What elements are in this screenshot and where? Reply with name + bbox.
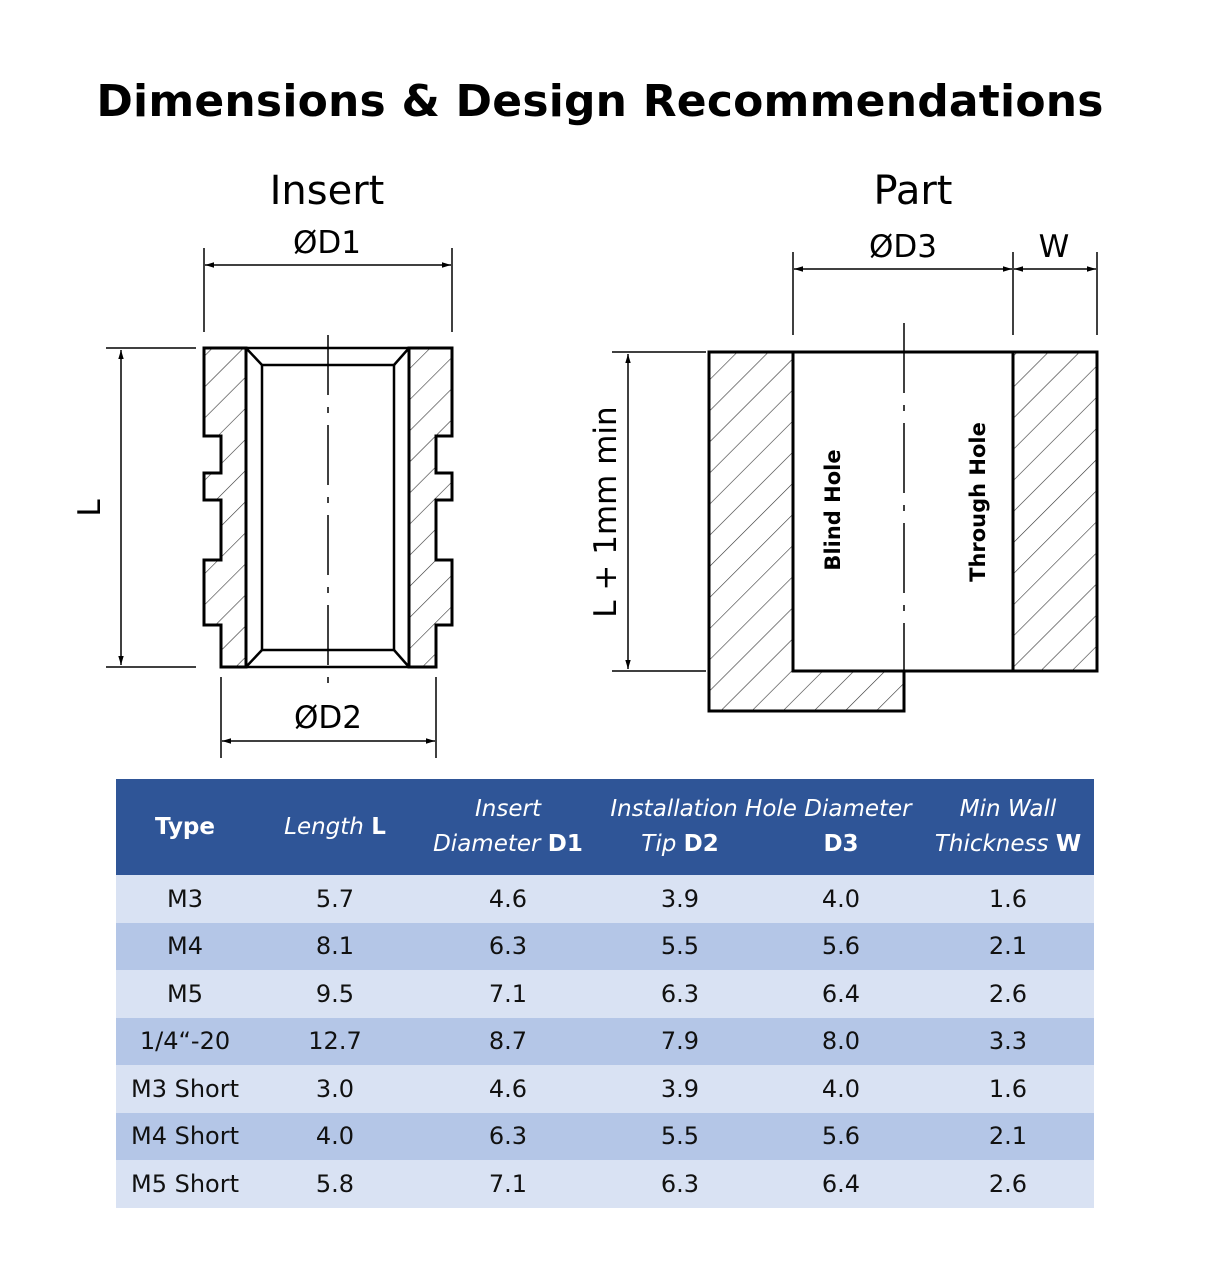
table-row xyxy=(116,970,1094,1018)
cell-type: M5 xyxy=(116,970,254,1018)
cell-w: 2.1 xyxy=(922,1113,1094,1161)
table-row xyxy=(116,1113,1094,1161)
cell-d1: 4.6 xyxy=(416,1065,600,1113)
cell-type: M4 Short xyxy=(116,1113,254,1161)
cell-d1: 8.7 xyxy=(416,1018,600,1066)
header-type: Type xyxy=(116,779,254,875)
cell-d1: 6.3 xyxy=(416,923,600,971)
cell-d3: 6.4 xyxy=(760,1160,922,1208)
cell-w: 3.3 xyxy=(922,1018,1094,1066)
cell-d2: 5.5 xyxy=(600,923,760,971)
page-title: Dimensions & Design Recommendations xyxy=(96,76,1104,127)
part-heading: Part xyxy=(873,168,953,214)
cell-d2: 7.9 xyxy=(600,1018,760,1066)
cell-d3: 8.0 xyxy=(760,1018,922,1066)
header-min-wall: Min Wall Thickness W xyxy=(922,779,1094,875)
cell-type: M3 xyxy=(116,875,254,923)
table-body xyxy=(116,875,1094,1208)
cell-d2: 6.3 xyxy=(600,1160,760,1208)
cell-length: 3.0 xyxy=(254,1065,416,1113)
cell-type: M4 xyxy=(116,923,254,971)
part-material-right xyxy=(1013,352,1097,671)
table-row xyxy=(116,923,1094,971)
insert-right-wall xyxy=(409,348,452,667)
cell-d3: 6.4 xyxy=(760,970,922,1018)
cell-d1: 7.1 xyxy=(416,970,600,1018)
part-drawing xyxy=(588,168,1097,711)
blind-hole-label: Blind Hole xyxy=(821,449,845,571)
table-row xyxy=(116,1018,1094,1066)
cell-length: 5.7 xyxy=(254,875,416,923)
cell-d3: 5.6 xyxy=(760,923,922,971)
cell-d3: 4.0 xyxy=(760,875,922,923)
cell-d1: 6.3 xyxy=(416,1113,600,1161)
cell-length: 12.7 xyxy=(254,1018,416,1066)
table-row xyxy=(116,1065,1094,1113)
through-hole-label: Through Hole xyxy=(966,422,990,582)
cell-d2: 6.3 xyxy=(600,970,760,1018)
cell-d3: 4.0 xyxy=(760,1065,922,1113)
cell-d2: 5.5 xyxy=(600,1113,760,1161)
d3-label: ØD3 xyxy=(869,229,937,265)
insert-left-wall xyxy=(204,348,246,667)
cell-d2: 3.9 xyxy=(600,875,760,923)
part-material-left xyxy=(709,352,904,711)
cell-length: 5.8 xyxy=(254,1160,416,1208)
table-row xyxy=(116,1160,1094,1208)
header-length: Length L xyxy=(254,779,416,875)
header-installation-hole: Installation Hole Diameter Tip D2 D3 xyxy=(600,779,922,875)
cell-d3: 5.6 xyxy=(760,1113,922,1161)
cell-w: 2.6 xyxy=(922,1160,1094,1208)
cell-type: M5 Short xyxy=(116,1160,254,1208)
cell-w: 1.6 xyxy=(922,1065,1094,1113)
table-row xyxy=(116,875,1094,923)
cell-w: 2.6 xyxy=(922,970,1094,1018)
d2-label: ØD2 xyxy=(294,700,362,736)
insert-heading: Insert xyxy=(269,168,385,214)
insert-drawing xyxy=(72,168,452,758)
cell-length: 4.0 xyxy=(254,1113,416,1161)
cell-w: 2.1 xyxy=(922,923,1094,971)
cell-w: 1.6 xyxy=(922,875,1094,923)
cell-d1: 4.6 xyxy=(416,875,600,923)
cell-type: M3 Short xyxy=(116,1065,254,1113)
cell-d1: 7.1 xyxy=(416,1160,600,1208)
cell-length: 8.1 xyxy=(254,923,416,971)
dimensions-table xyxy=(116,779,1094,1208)
length-label: L xyxy=(72,499,108,517)
w-label: W xyxy=(1038,229,1070,265)
cell-d2: 3.9 xyxy=(600,1065,760,1113)
cell-length: 9.5 xyxy=(254,970,416,1018)
depth-label: L + 1mm min xyxy=(588,406,624,618)
cell-type: 1/4“-20 xyxy=(116,1018,254,1066)
header-insert-diameter: Insert Diameter D1 xyxy=(416,779,600,875)
table-header-row xyxy=(116,779,1094,875)
d1-label: ØD1 xyxy=(293,225,361,261)
